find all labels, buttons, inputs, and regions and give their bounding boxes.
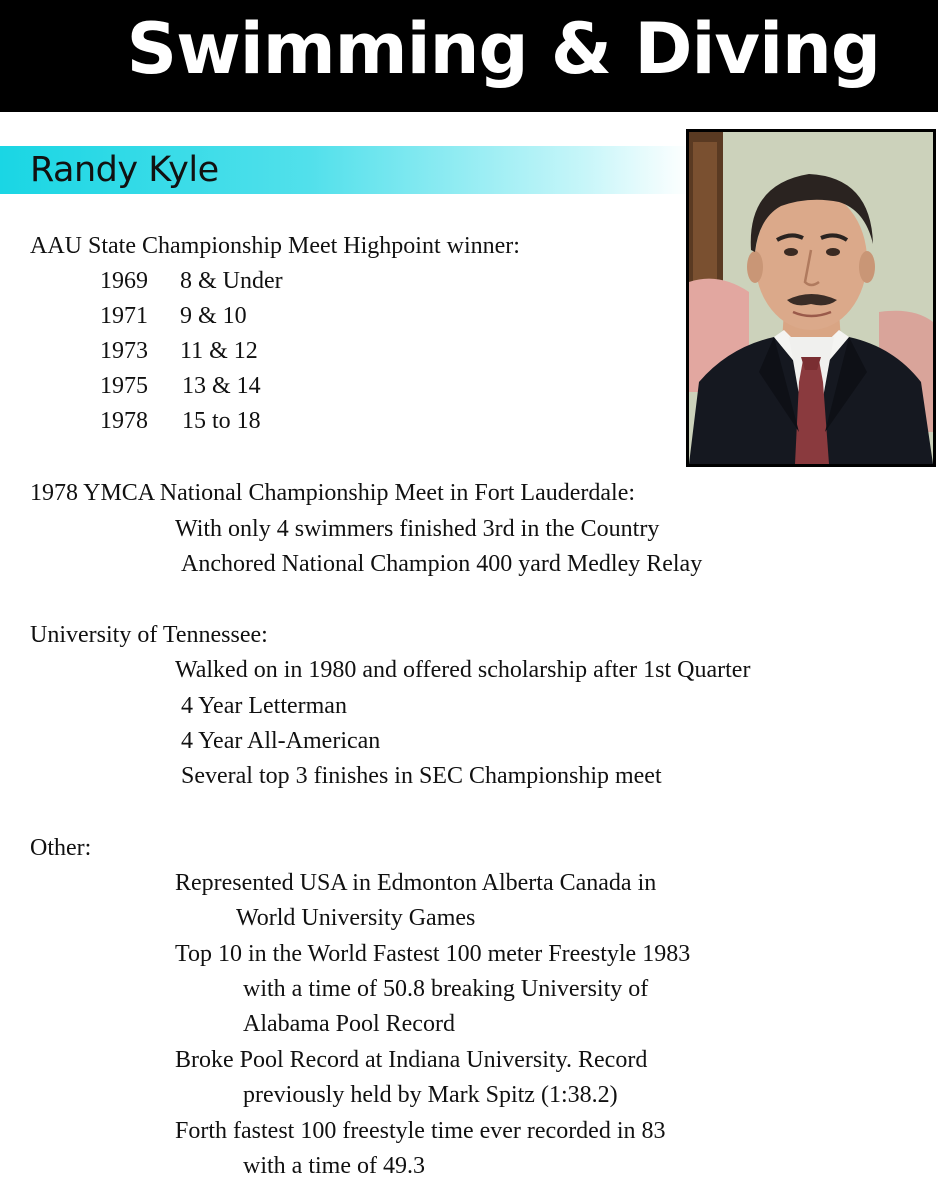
- portrait-illustration: [689, 132, 933, 464]
- other-line: Forth fastest 100 freestyle time ever recorded in 83: [175, 1118, 666, 1144]
- ut-line: 4 Year Letterman: [181, 693, 347, 719]
- aau-age-group: 9 & 10: [180, 303, 247, 329]
- other-line: Top 10 in the World Fastest 100 meter Freestyle 1983: [175, 941, 691, 967]
- aau-age-group: 8 & Under: [180, 268, 283, 294]
- aau-age-group: 11 & 12: [180, 338, 258, 364]
- other-line: Broke Pool Record at Indiana University. Record: [175, 1047, 648, 1073]
- aau-age-group: 15 to 18: [182, 408, 261, 434]
- aau-year: 1971: [100, 303, 148, 329]
- name-bar: [0, 146, 690, 194]
- other-line: Alabama Pool Record: [243, 1011, 455, 1037]
- ymca-heading: 1978 YMCA National Championship Meet in Fort Lauderdale:: [30, 480, 636, 506]
- portrait-photo: [686, 129, 936, 467]
- other-line: World University Games: [236, 905, 476, 931]
- aau-heading: AAU State Championship Meet Highpoint winner:: [30, 233, 520, 259]
- header-banner: [0, 0, 938, 112]
- page-title: Swimming & Diving: [126, 8, 880, 90]
- other-line: with a time of 50.8 breaking University of: [243, 976, 649, 1002]
- aau-year: 1978: [100, 408, 148, 434]
- other-line: Represented USA in Edmonton Alberta Canada in: [175, 870, 657, 896]
- ut-line: Walked on in 1980 and offered scholarship after 1st Quarter: [175, 657, 751, 683]
- aau-age-group: 13 & 14: [182, 373, 261, 399]
- aau-year: 1975: [100, 373, 148, 399]
- other-heading: Other:: [30, 835, 92, 861]
- ymca-line: Anchored National Champion 400 yard Medley Relay: [181, 551, 703, 577]
- other-line: with a time of 49.3: [243, 1153, 425, 1179]
- ymca-line: With only 4 swimmers finished 3rd in the Country: [175, 516, 660, 542]
- ut-line: 4 Year All-American: [181, 728, 381, 754]
- ut-heading: University of Tennessee:: [30, 622, 268, 648]
- other-line: previously held by Mark Spitz (1:38.2): [243, 1082, 618, 1108]
- aau-year: 1973: [100, 338, 148, 364]
- athlete-name: Randy Kyle: [30, 150, 219, 190]
- aau-year: 1969: [100, 268, 148, 294]
- ut-line: Several top 3 finishes in SEC Championship meet: [181, 763, 662, 789]
